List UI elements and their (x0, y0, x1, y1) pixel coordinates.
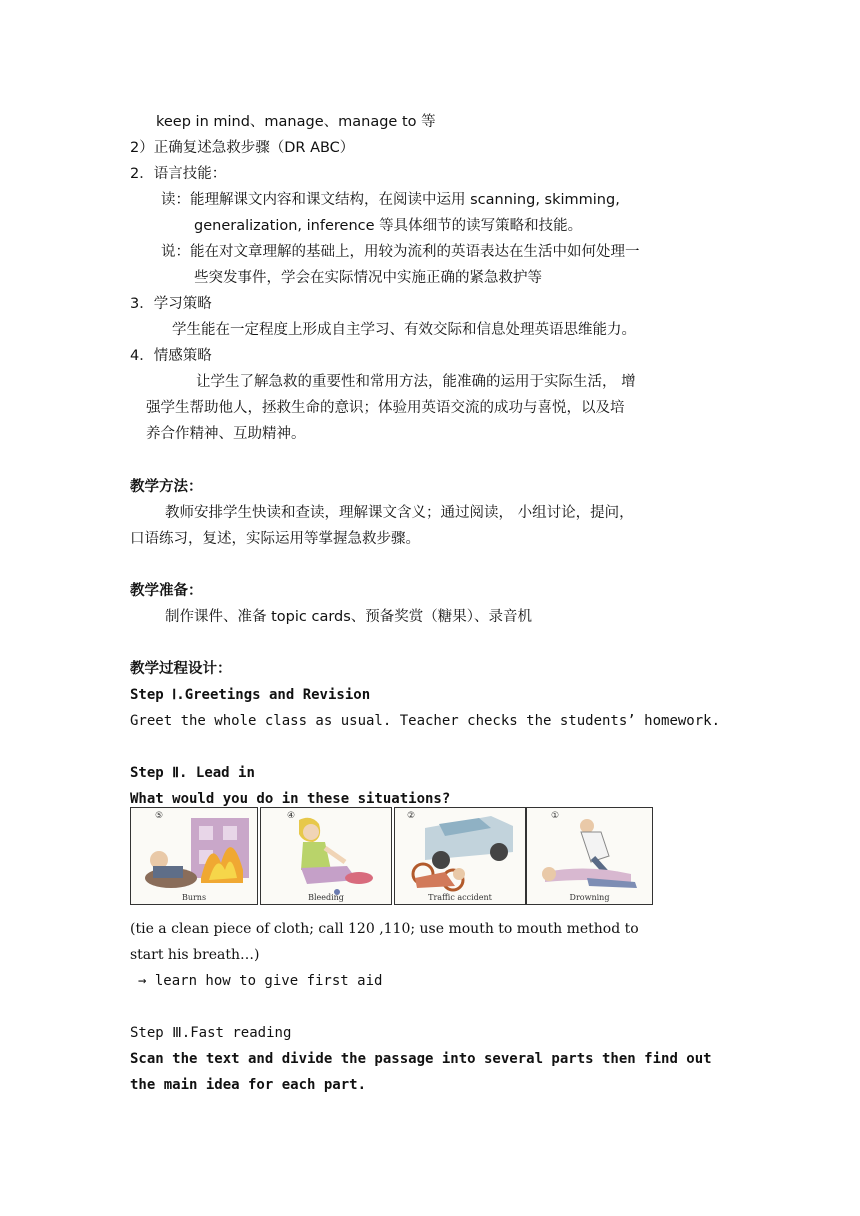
picture-bleeding (260, 807, 392, 905)
picture-caption: Traffic accident (428, 893, 492, 902)
traffic-accident-illustration (395, 808, 526, 905)
bleeding-illustration (261, 808, 392, 905)
section-learning-strategy: 3．学习策略 (130, 296, 212, 312)
answers-line-1: (tie a clean piece of cloth; call 120 ,110; use mouth to mouth method to (130, 921, 639, 937)
affective-line-3: 养合作精神、互助精神。 (146, 426, 306, 442)
picture-traffic-accident (394, 807, 526, 905)
objective-line-steps: 2）正确复述急救步骤（DR ABC） (130, 140, 355, 156)
section-affective-strategy: 4．情感策略 (130, 348, 212, 364)
methods-line-1: 教师安排学生快读和查读，理解课文含义；通过阅读， 小组讨论，提问， (165, 505, 634, 521)
methods-heading: 教学方法： (130, 479, 203, 495)
methods-line-2: 口语练习，复述，实际运用等掌握急救步骤。 (130, 531, 420, 547)
answers-line-2: start his breath…) (130, 947, 260, 963)
burns-illustration (131, 808, 258, 905)
process-heading: 教学过程设计： (130, 661, 232, 677)
reading-skill-line-2: generalization, inference 等具体细节的读写策略和技能。 (194, 218, 583, 234)
step3-line-2: the main idea for each part. (130, 1077, 367, 1093)
learning-strategy-text: 学生能在一定程度上形成自主学习、有效交际和信息处理英语思维能力。 (172, 322, 636, 338)
learn-first-aid-line: → learn how to give first aid (138, 973, 383, 989)
step1-title: Step Ⅰ.Greetings and Revision (130, 687, 371, 703)
picture-number: ⑤ (155, 811, 164, 821)
step3-title: Step Ⅲ.Fast reading (130, 1025, 292, 1041)
objective-line-vocab: keep in mind、manage、manage to 等 (156, 114, 436, 130)
picture-number: ① (551, 811, 560, 821)
step1-text: Greet the whole class as usual. Teacher checks the students’ homework. (130, 713, 721, 729)
picture-caption: Drowning (569, 893, 610, 902)
section-language-skills: 2．语言技能： (130, 166, 227, 182)
picture-number: ④ (287, 811, 296, 821)
picture-drowning (526, 807, 653, 905)
speaking-skill-line-1: 说：能在对文章理解的基础上，用较为流利的英语表达在生活中如何处理一 (161, 244, 640, 260)
picture-caption: Bleeding (308, 893, 344, 902)
step2-title: Step Ⅱ. Lead in (130, 765, 255, 781)
speaking-skill-line-2: 些突发事件，学会在实际情况中实施正确的紧急救护等 (194, 270, 542, 286)
prep-text: 制作课件、准备 topic cards、预备奖赏（糖果）、录音机 (165, 609, 533, 625)
picture-caption: Burns (181, 893, 207, 902)
affective-line-1: 让学生了解急救的重要性和常用方法，能准确的运用于实际生活， 增 (196, 374, 636, 390)
drowning-illustration (527, 808, 653, 905)
step2-question: What would you do in these situations? (130, 791, 451, 807)
reading-skill-line-1: 读：能理解课文内容和课文结构，在阅读中运用 scanning, skimming, (161, 192, 620, 208)
affective-line-2: 强学生帮助他人，拯救生命的意识；体验用英语交流的成功与喜悦，以及培 (146, 400, 625, 416)
picture-burns (130, 807, 258, 905)
picture-number: ② (407, 811, 416, 821)
step3-line-1: Scan the text and divide the passage into several parts then find out (130, 1051, 712, 1067)
prep-heading: 教学准备： (130, 583, 203, 599)
